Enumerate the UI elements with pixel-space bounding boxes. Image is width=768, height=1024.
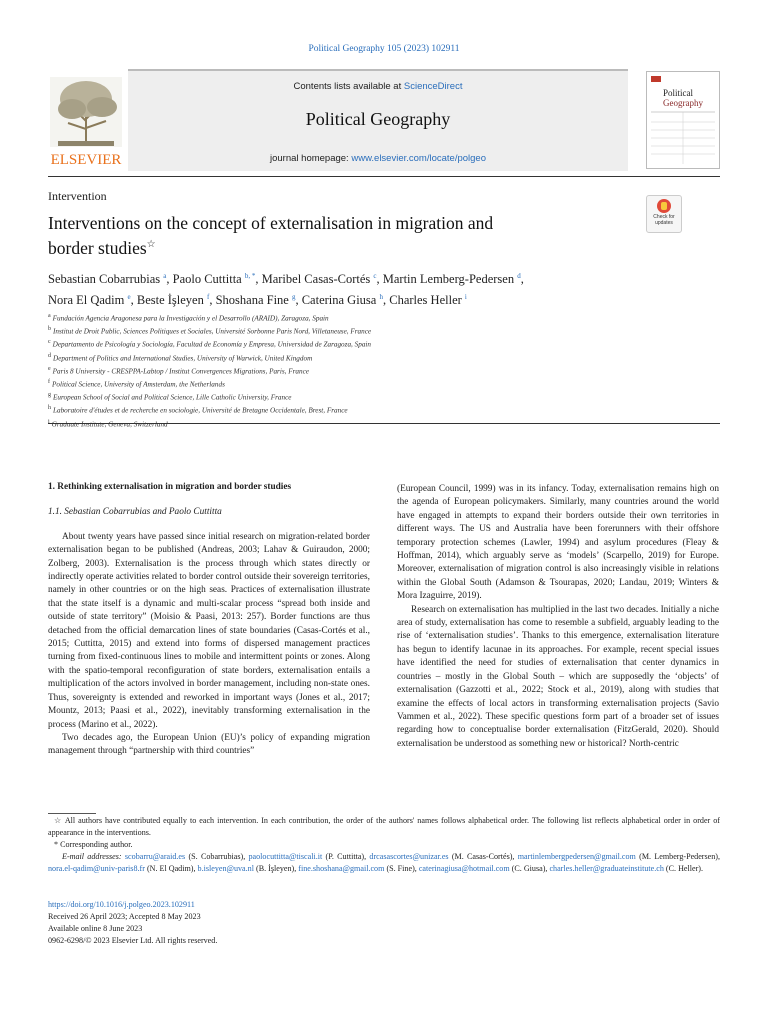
author[interactable]: Martin Lemberg-Pedersen $^d$ (382, 272, 521, 287)
email-link[interactable]: scobarru@araid.es (124, 852, 186, 861)
contents-available (128, 81, 628, 92)
paragraph: (European Council, 1999) was in its infancy. Today, externalisation remains high on the agenda of European policymakers. Similarly, many countries around the world have engaged in attempts to expand their borders outside their own territories in different ways. The US and Australia have been forerunners with their offshore temporary protection schemes (Lawler, 1994) and asylum procedures (Fleay & Hoffman, 2014), which arguably serve as ‘models’ (Scarpello, 2019) for Europe. Moreover, externalisation of migration control is also increasingly visible in relations within the Global South (Adamson & Tsourapas, 2020; Landau, 2019; Winters & Mora Izaguirre, 2019). (397, 484, 719, 602)
email-link[interactable]: paolocuttitta@tiscali.it (248, 852, 323, 861)
badge-text-1: Check for (653, 214, 675, 220)
email-link[interactable]: fine.shoshana@gmail.com (298, 864, 385, 873)
cover-line-1: Political (663, 88, 693, 98)
right-column (397, 483, 719, 751)
affiliation: $^b$ Institut de Droit Public, Sciences Politiques et Sociales, Université Sorbonne Paris Nord, Villetaneuse, France (48, 326, 372, 336)
title-line-2: border studies (48, 237, 147, 258)
paragraph: About twenty years have passed since initial research on migration-related border externalisation began to be published (Andreas, 2003; Lahav & Guiraudon, 2000; Zolberg, 2003). Externalisation is the process through which states directly or indirectly operate activities related to border control outside their sovereign territories, namely in other countries or on the high seas. Practices of externalisation illustrate that the state itself is a dynamic and multi-scalar process “spread both inside and outside of state territory” (Moisio & Paasi, 2013: 257). Border functions are thus detached from the official demarcation lines of state boundaries (Casas-Cortés et al., 2015; Cuttitta, 2015) and extend into forms of dispersed management practices turning from fixed-continuous lines to mobile and intermittent points or zones. Along with the spatio-temporal reconfiguration of state borders, externalisation entails a multiplication of the actors involved in border management, including non-state ones. Thus, sovereignty is extended and reworked in important ways (Jones et al., 2017; Mountz, 2013; Paasi et al., 2022), inevitably transforming externalisation in the process (Marino et al., 2022). (48, 531, 370, 730)
title-footnote-mark[interactable]: ☆ (146, 239, 156, 250)
journal-info-box (128, 69, 628, 171)
paragraph: Research on externalisation has multiplied in the last two decades. Initially a niche area of study, externalisation has come to resemble a subfield, arguably leading to the rise of ‘externalisation studies’. Thanks to this emergence, externalisation literature has begun to identify lacunae in its approaches. For example, recent special issues have identified the need for studies of externalisation that center dynamics in countries – mostly in the Global South – which are supposedly the ‘objects’ of externalisation (Gazzotti et al., 2022; Stock et al., 2019), along with studies that examine the effects of local actors in transforming externalisation projects (Savio Vammen et al., 2022). These specific questions form part of a broader set of issues regarding how to conceptualise border externalisation (FitzGerald, 2020). Should externalisation be understood as something new or historical? North-centric (397, 604, 719, 749)
badge-text-2: updates (655, 220, 673, 226)
section-heading: 1. Rethinking externalisation in migration and border studies (48, 482, 292, 492)
footnote-star: ☆ All authors have contributed equally to each intervention. In each contribution, the order of the authors' names follows alphabetical order. The following list reflects alphabetical order in order of appearance in the interventions. (48, 816, 720, 837)
journal-banner (48, 69, 628, 169)
email-link[interactable]: b.isleyen@uva.nl (197, 864, 254, 873)
doi-link[interactable]: https://doi.org/10.1016/j.polgeo.2023.102911 (48, 900, 195, 909)
copyright: 0962-6298/© 2023 Elsevier Ltd. All rights reserved. (48, 936, 218, 945)
email-link[interactable]: caterinagiusa@hotmail.com (418, 864, 510, 873)
footnote-divider (48, 813, 96, 814)
elsevier-tree-icon (48, 73, 128, 167)
author[interactable]: Nora El Qadim $^e$ (48, 293, 131, 308)
homepage-prefix: journal homepage: (270, 153, 349, 164)
paragraph: Two decades ago, the European Union (EU)’s policy of expanding migration management through “partnership with third countries” (48, 732, 370, 757)
author[interactable]: Caterina Giusa $^h$ (301, 293, 383, 308)
publisher-name: ELSEVIER (50, 152, 122, 167)
footnote-mark: ☆ (54, 816, 63, 825)
cover-grid-icon (647, 72, 719, 168)
email-link[interactable]: charles.heller@graduateinstitute.ch (549, 864, 664, 873)
journal-homepage (128, 153, 628, 164)
publication-info (48, 899, 448, 947)
left-column (48, 481, 370, 759)
received-date: Received 26 April 2023; Accepted 8 May 2023 (48, 912, 201, 921)
article-title (48, 212, 608, 259)
author[interactable]: Shoshana Fine $^g$ (215, 293, 296, 308)
email-label: E-mail addresses: (62, 852, 122, 861)
cover-line-2: Geography (663, 98, 703, 108)
title-line-1: Interventions on the concept of externalisation in migration and (48, 213, 494, 233)
author[interactable]: Paolo Cuttitta $^{b, *}$ (172, 272, 256, 287)
subsection-heading: 1.1. Sebastian Cobarrubias and Paolo Cuttitta (48, 507, 222, 518)
email-link[interactable]: nora.el-qadim@univ-paris8.fr (48, 864, 145, 873)
email-addresses: E-mail addresses: scobarru@araid.es (S. Cobarrubias), paolocuttitta@tiscali.it (P. Cuttitta), drcasascortes@unizar.es (M. Casas-Cortés), martinlembergpedersen@gmail.com (M. Lemberg-Pedersen), nora.el-qadim@univ-paris8.fr (N. El Qadim), b.isleyen@uva.nl (B. İşleyen), fine.shoshana@gmail.com (S. Fine), caterinagiusa@hotmail.com (C. Giusa), charles.heller@graduateinstitute.ch (C. Heller). (48, 852, 721, 873)
journal-reference[interactable]: Political Geography 105 (2023) 102911 (308, 44, 460, 54)
affiliation: $^i$ Graduate Institute, Geneva, Switzerland (48, 418, 168, 428)
homepage-link[interactable]: www.elsevier.com/locate/polgeo (351, 153, 486, 164)
affiliation: $^c$ Departamento de Psicología y Sociología, Facultad de Economía y Empresa, Universidad de Zaragoza, Spain (48, 339, 372, 349)
check-for-updates-button[interactable] (646, 195, 682, 233)
affiliation: $^a$ Fundación Agencia Aragonesa para la Investigación y el Desarrollo (ARAID), Zaragoza, Spain (48, 313, 329, 323)
affiliation: $^f$ Political Science, University of Amsterdam, the Netherlands (48, 378, 225, 389)
email-link[interactable]: drcasascortes@unizar.es (369, 852, 449, 861)
footnote-corresponding: * Corresponding author. (54, 840, 133, 849)
affiliation: $^d$ Department of Politics and International Studies, University of Warwick, United Kingdom (48, 352, 313, 362)
author-list: Sebastian Cobarrubias $^a$, Paolo Cuttitta $^{b, *}$, Maribel Casas-Cortés $^c$, Martin Lemberg-Pedersen $^d$, Nora El Qadim $^e$, Beste İşleyen $^f$, Shoshana Fine $^g$, Caterina Giusa $^h$, Charles Heller $^i$ (48, 272, 524, 308)
header-divider (48, 176, 720, 177)
author[interactable]: Sebastian Cobarrubias $^a$ (48, 272, 167, 287)
author[interactable]: Maribel Casas-Cortés $^c$ (261, 272, 377, 287)
email-link[interactable]: martinlembergpedersen@gmail.com (517, 852, 636, 861)
author[interactable]: Beste İşleyen $^f$ (136, 293, 210, 308)
affiliation: $^e$ Paris 8 University - CRESPPA-Labtop / Institut Convergences Migrations, Paris, France (48, 365, 309, 376)
affiliation: $^g$ European School of Social and Political Science, Lille Catholic University, France (48, 392, 292, 402)
sciencedirect-link[interactable]: ScienceDirect (403, 81, 463, 92)
cover-title (663, 88, 703, 108)
affiliation-divider (48, 423, 720, 424)
affiliation: $^h$ Laboratoire d'études et de recherche en sociologie, Université de Bretagne Occidentale, Brest, France (48, 405, 348, 415)
article-type: Intervention (48, 189, 107, 203)
elsevier-logo (48, 73, 128, 167)
contents-prefix: Contents lists available at (293, 81, 402, 92)
check-updates-icon (657, 199, 671, 213)
affiliation-list (48, 311, 668, 430)
journal-title: Political Geography (305, 109, 451, 129)
author[interactable]: Charles Heller $^i$ (389, 293, 467, 308)
online-date: Available online 8 June 2023 (48, 924, 143, 933)
footnotes (48, 815, 720, 875)
journal-cover-thumbnail[interactable] (646, 71, 720, 169)
